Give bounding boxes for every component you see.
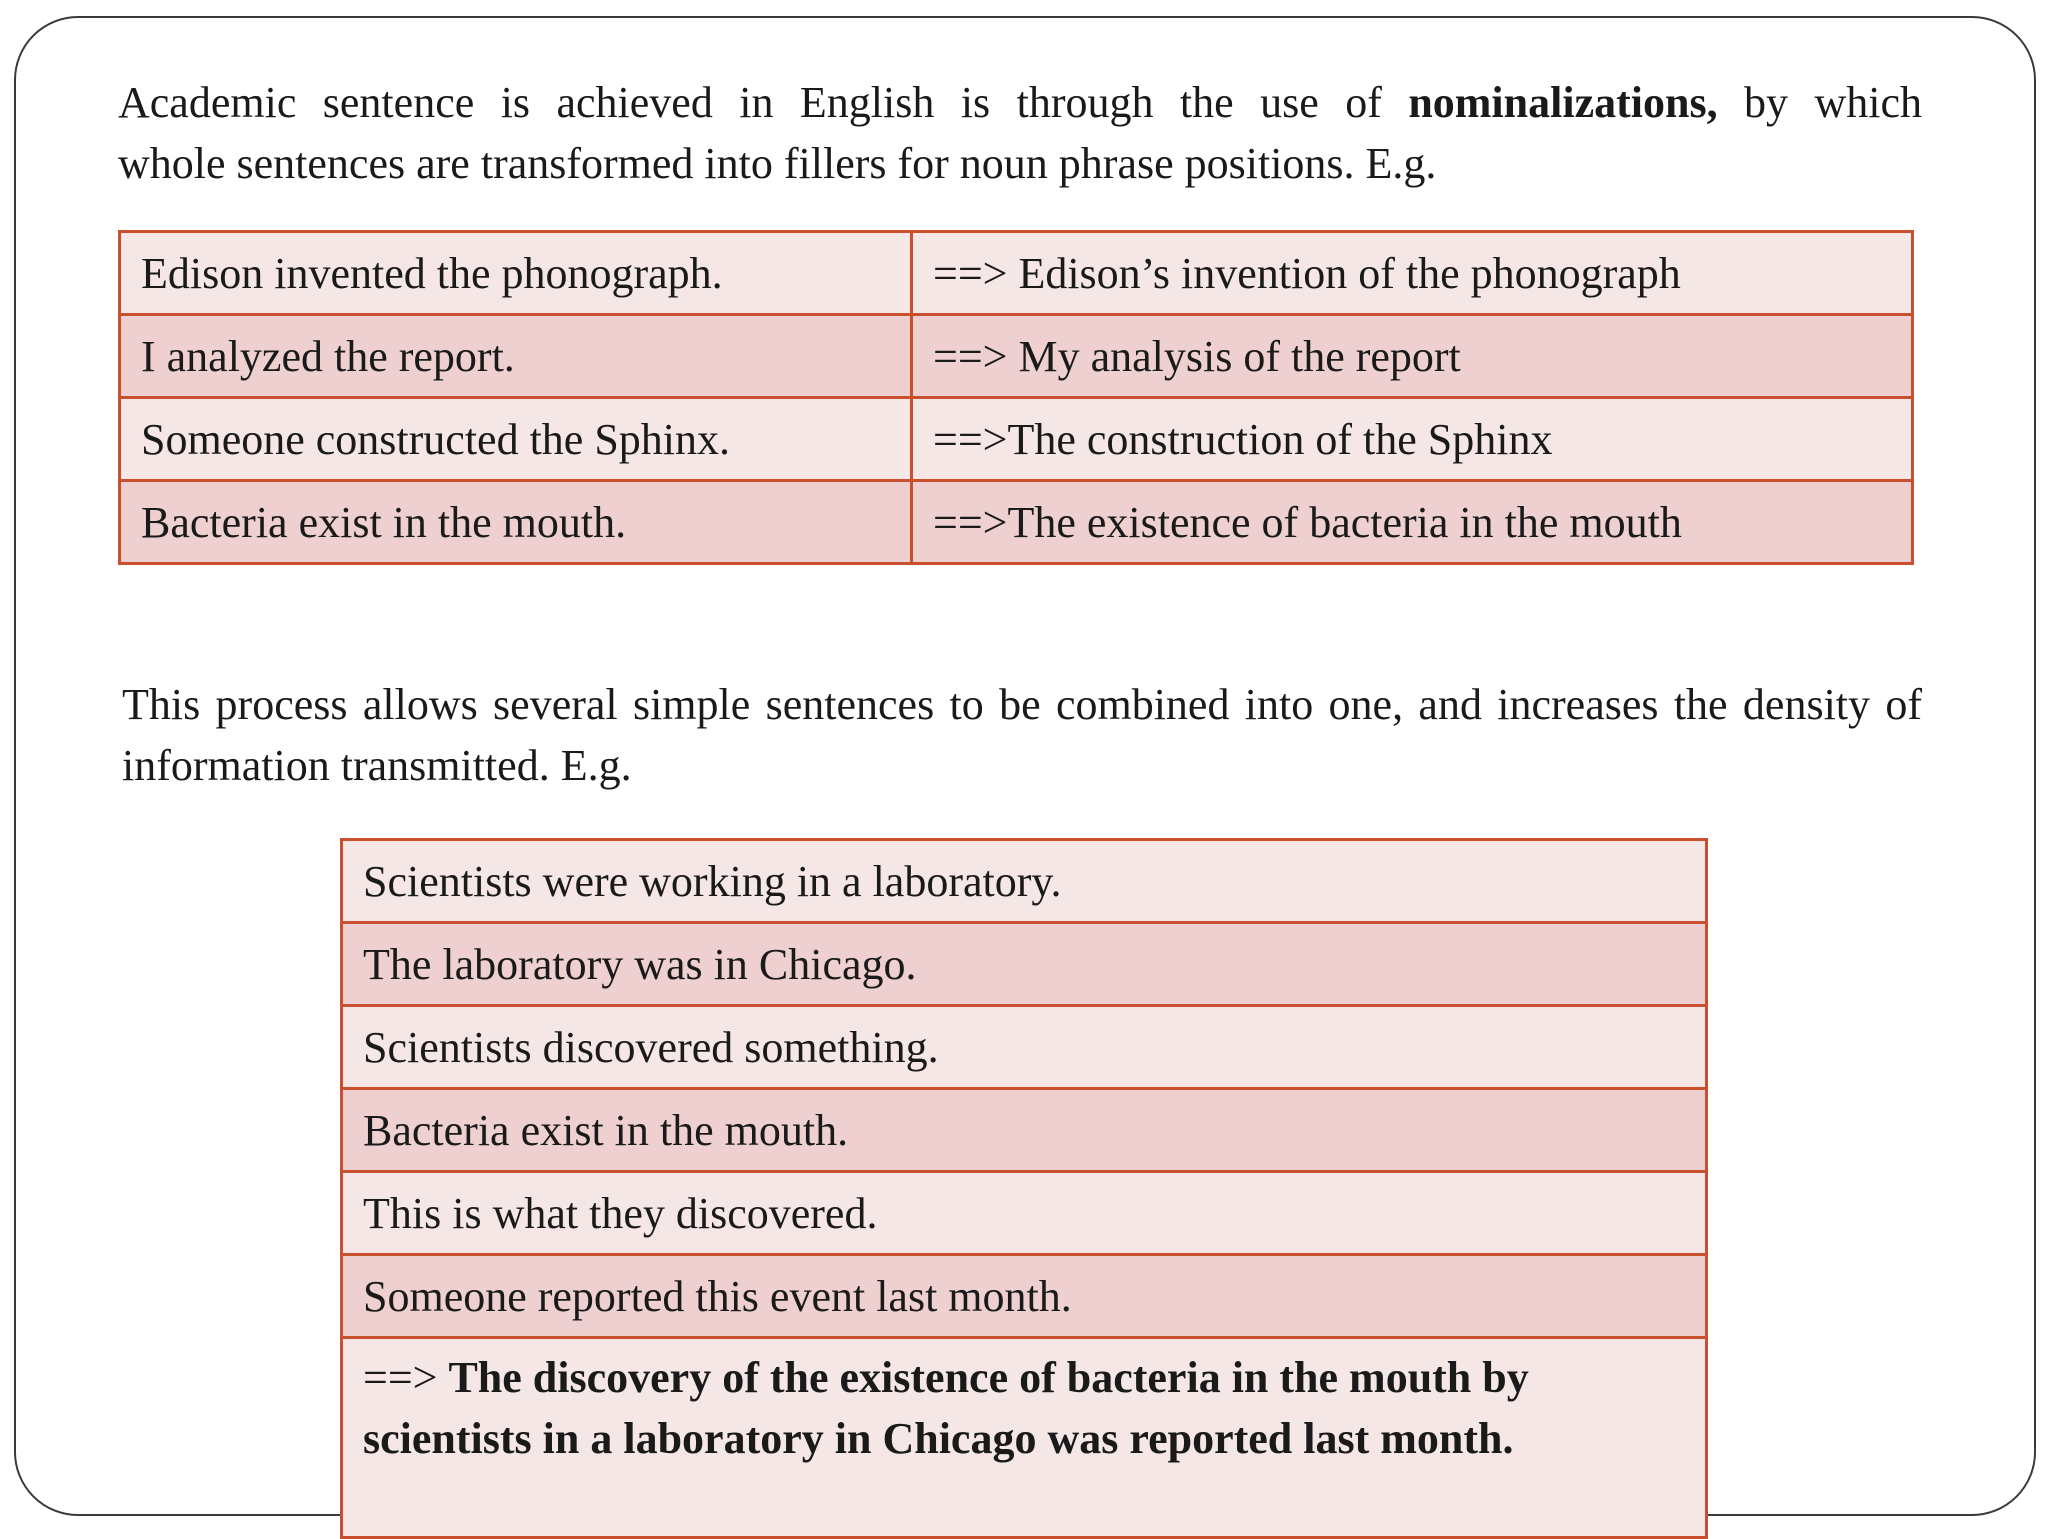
table-row [120, 481, 1913, 564]
intro-paragraph [118, 72, 1922, 194]
result-arrow: ==> [363, 1353, 449, 1402]
table-row [120, 232, 1913, 315]
sentence-cell: Bacteria exist in the mouth. [120, 481, 912, 564]
intro-keyword: nominalizations, [1408, 78, 1718, 127]
simple-sentence-cell: Scientists were working in a laboratory. [342, 840, 1707, 923]
intro-text-start: Academic sentence is achieved in English is through the use of [118, 78, 1409, 127]
table-row [342, 1255, 1707, 1338]
intro-line-1 [118, 72, 1922, 133]
sentence-combination-table [340, 838, 1708, 1539]
simple-sentence-cell: The laboratory was in Chicago. [342, 923, 1707, 1006]
table-row [342, 1338, 1707, 1538]
sentence-cell: Edison invented the phonograph. [120, 232, 912, 315]
combined-result-cell [342, 1338, 1707, 1538]
combination-paragraph: This process allows several simple sentences to be combined into one, and increases the density of information transmitted. E.g. [122, 680, 1922, 790]
table-row [342, 1089, 1707, 1172]
table-row [342, 1172, 1707, 1255]
simple-sentence-cell: This is what they discovered. [342, 1172, 1707, 1255]
table-row [342, 840, 1707, 923]
nominal-cell: ==> Edison’s invention of the phonograph [912, 232, 1913, 315]
simple-sentence-cell: Scientists discovered something. [342, 1006, 1707, 1089]
sentence-cell: Someone constructed the Sphinx. [120, 398, 912, 481]
nominalization-examples-table [118, 230, 1914, 565]
table-row [120, 398, 1913, 481]
table-row [342, 1006, 1707, 1089]
nominal-cell: ==>The construction of the Sphinx [912, 398, 1913, 481]
intro-text-end: by which [1717, 78, 1923, 127]
intro-line-2: whole sentences are transformed into fillers for noun phrase positions. E.g. [118, 139, 1437, 188]
sentence-cell: I analyzed the report. [120, 315, 912, 398]
simple-sentence-cell: Bacteria exist in the mouth. [342, 1089, 1707, 1172]
simple-sentence-cell: Someone reported this event last month. [342, 1255, 1707, 1338]
nominal-cell: ==>The existence of bacteria in the mouth [912, 481, 1913, 564]
table-row [120, 315, 1913, 398]
table-row [342, 923, 1707, 1006]
nominal-cell: ==> My analysis of the report [912, 315, 1913, 398]
combined-sentence: The discovery of the existence of bacteria in the mouth by scientists in a laboratory in Chicago was reported last month. [363, 1353, 1529, 1463]
